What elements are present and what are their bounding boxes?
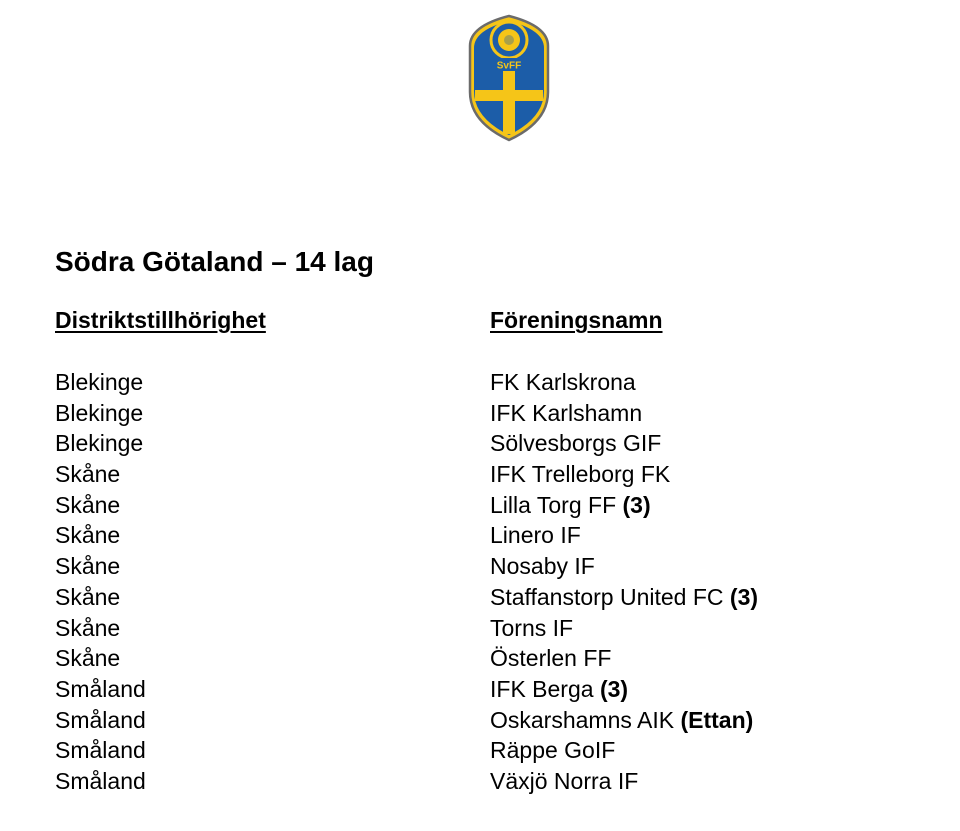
district-name: Småland [55,767,146,794]
club-entry [490,582,758,613]
club-note: (3) [599,675,629,702]
district-name: Skåne [55,461,121,488]
list-item [55,520,915,551]
club-entry [490,735,615,766]
district-name: Småland [55,675,146,702]
list-item [55,398,915,429]
district-name: Skåne [55,645,121,672]
list-item [55,766,915,797]
club-name: Staffanstorp United FC [490,583,724,610]
club-name: Växjö Norra IF [490,767,639,794]
club-name: Nosaby IF [490,553,595,580]
list-item [55,705,915,736]
club-entry [490,674,628,705]
club-note: (3) [729,583,759,610]
club-name: IFK Trelleborg FK [490,461,671,488]
club-name: Oskarshamns AIK [490,706,675,733]
club-entry [490,520,581,551]
district-name: Blekinge [55,430,144,457]
club-name: Sölvesborgs GIF [490,430,662,457]
district-column-header: Distriktstillhörighet [55,307,266,333]
club-name: Räppe GoIF [490,737,616,764]
district-name: Blekinge [55,369,144,395]
district-name: Småland [55,706,146,733]
club-entry [490,705,753,736]
club-name: IFK Berga [490,675,594,702]
list-item [55,490,915,521]
team-list [55,367,915,797]
list-item [55,367,915,398]
district-name: Skåne [55,553,121,580]
list-item [55,735,915,766]
club-entry [490,398,642,429]
district-name: Skåne [55,583,121,610]
club-entry [490,428,661,459]
list-item [55,613,915,644]
club-entry [490,551,595,582]
list-item [55,551,915,582]
svff-shield-icon [466,10,552,144]
club-entry [490,766,638,797]
list-item [55,428,915,459]
club-entry [490,643,611,674]
club-entry [490,613,573,644]
club-entry [490,459,670,490]
club-name: Linero IF [490,522,581,549]
district-name: Blekinge [55,399,144,426]
svff-logo [466,10,552,144]
district-name: Skåne [55,491,121,518]
list-item [55,582,915,613]
list-item [55,643,915,674]
district-name: Skåne [55,522,121,549]
page-title: Södra Götaland – 14 lag [55,246,374,277]
district-name: Småland [55,737,146,764]
club-column-header: Föreningsnamn [490,307,663,333]
club-name: Österlen FF [490,645,612,672]
club-note: (Ettan) [680,706,754,733]
club-entry [490,367,636,398]
club-name: Lilla Torg FF [490,491,617,518]
list-item [55,459,915,490]
logo-text: SvFF [496,60,522,72]
club-note: (3) [622,491,651,518]
club-name: IFK Karlshamn [490,399,643,426]
club-name: FK Karlskrona [490,369,636,395]
club-name: Torns IF [490,614,574,641]
club-entry [490,490,651,521]
district-name: Skåne [55,614,121,641]
list-item [55,674,915,705]
